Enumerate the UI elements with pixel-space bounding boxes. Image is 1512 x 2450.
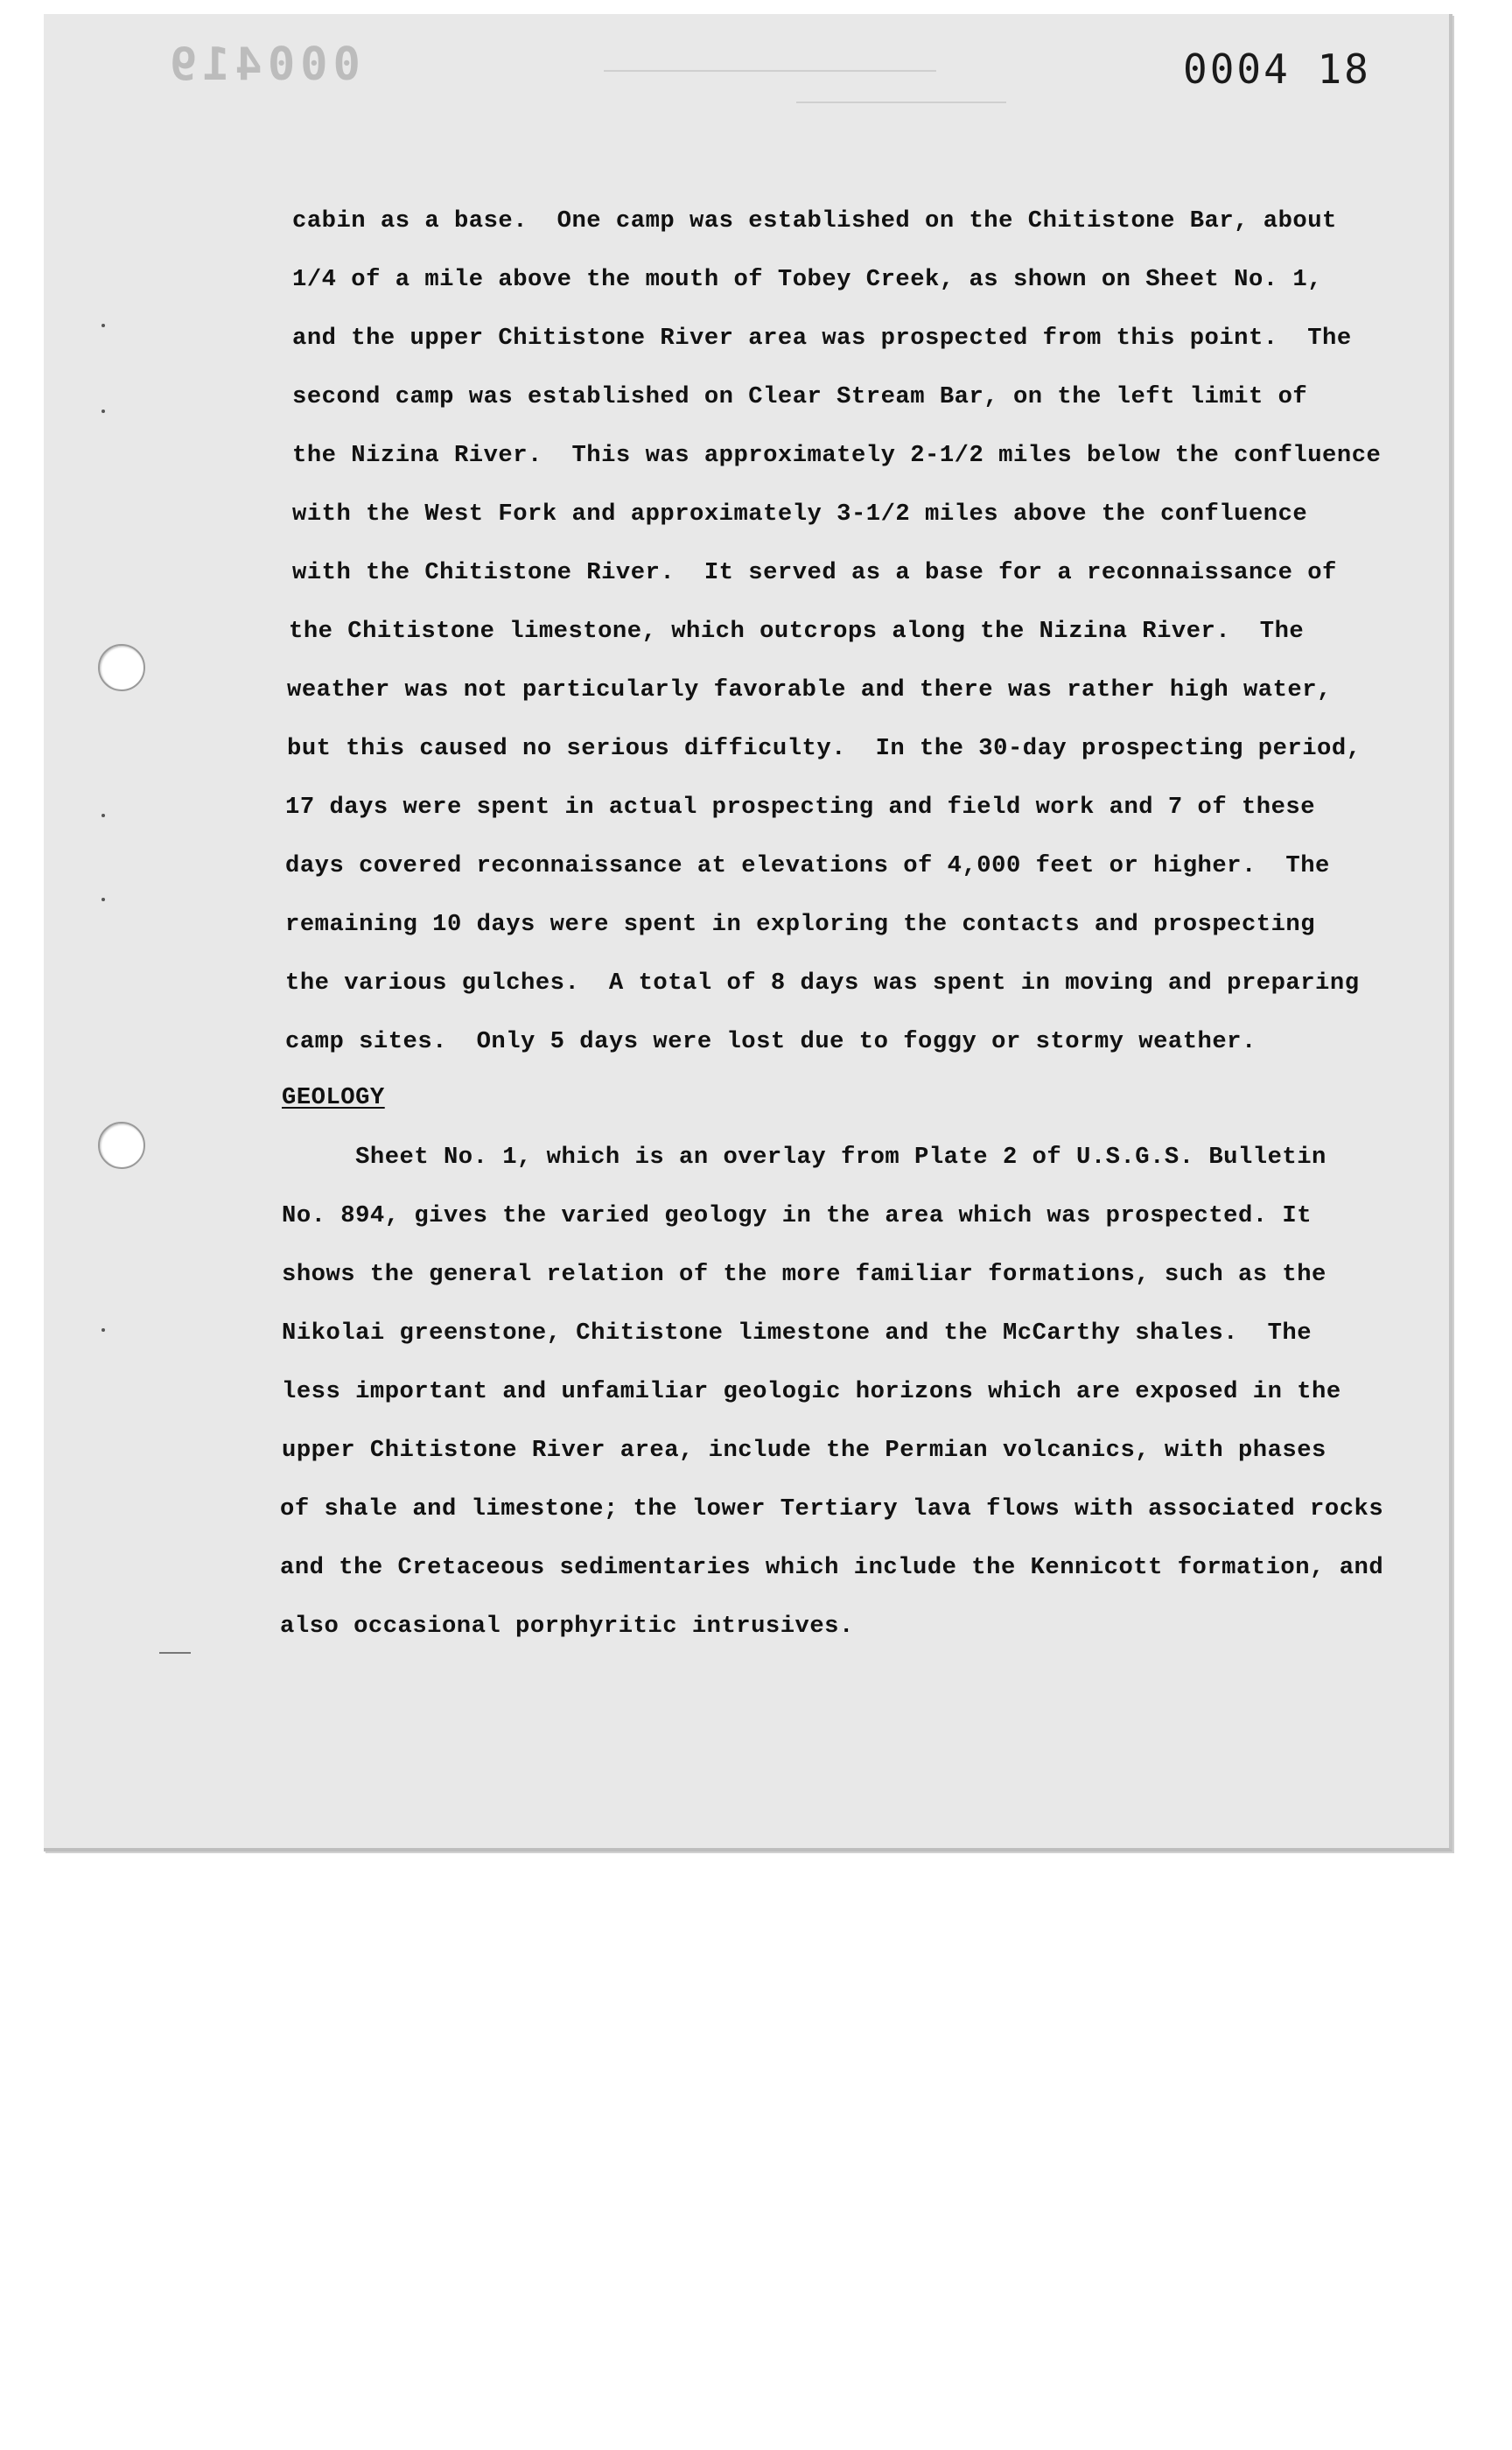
body-line: with the Chitistone River. It served as a base for a reconnaissance of <box>292 559 1337 586</box>
geology-line: less important and unfamiliar geologic horizons which are exposed in the <box>282 1378 1341 1405</box>
body-line: camp sites. Only 5 days were lost due to foggy or stormy weather. <box>285 1028 1256 1055</box>
page-number: 0004 18 <box>1183 46 1371 93</box>
geology-line: No. 894, gives the varied geology in the area which was prospected. It <box>282 1202 1312 1229</box>
document-page <box>44 14 1452 1852</box>
paper-speck <box>102 324 105 327</box>
faint-bleed-through-line <box>604 70 936 72</box>
body-line: remaining 10 days were spent in exploring the contacts and prospecting <box>285 911 1316 938</box>
body-line: the Chitistone limestone, which outcrops along the Nizina River. The <box>289 618 1305 645</box>
body-line: second camp was established on Clear Stream Bar, on the left limit of <box>292 383 1308 410</box>
paper-speck <box>102 898 105 901</box>
section-heading-geology: GEOLOGY <box>282 1084 385 1111</box>
geology-line: Sheet No. 1, which is an overlay from Plate 2 of U.S.G.S. Bulletin <box>282 1144 1326 1171</box>
geology-line: of shale and limestone; the lower Tertiary lava flows with associated rocks <box>280 1495 1384 1522</box>
body-line: with the West Fork and approximately 3-1/2 miles above the confluence <box>292 500 1308 528</box>
geology-line: upper Chitistone River area, include the Permian volcanics, with phases <box>282 1437 1326 1464</box>
body-line: 17 days were spent in actual prospecting and field work and 7 of these <box>285 794 1316 821</box>
geology-line: and the Cretaceous sedimentaries which include the Kennicott formation, and <box>280 1554 1384 1581</box>
punch-hole-bottom <box>98 1122 145 1169</box>
body-line: days covered reconnaissance at elevations of 4,000 feet or higher. The <box>285 852 1330 879</box>
body-line: weather was not particularly favorable and there was rather high water, <box>287 676 1332 704</box>
geology-line: Nikolai greenstone, Chitistone limestone and the McCarthy shales. The <box>282 1320 1312 1347</box>
punch-hole-top <box>98 644 145 691</box>
body-line: but this caused no serious difficulty. In the 30-day prospecting period, <box>287 735 1362 762</box>
faint-bleed-through-line <box>796 102 1006 103</box>
geology-line: shows the general relation of the more familiar formations, such as the <box>282 1261 1326 1288</box>
paper-speck <box>102 1328 105 1332</box>
paper-speck <box>102 410 105 413</box>
body-line: cabin as a base. One camp was established on the Chitistone Bar, about <box>292 207 1337 234</box>
faded-page-stamp: 000419 <box>164 38 360 91</box>
paper-speck <box>102 814 105 817</box>
body-line: 1/4 of a mile above the mouth of Tobey Creek, as shown on Sheet No. 1, <box>292 266 1323 293</box>
body-line: the various gulches. A total of 8 days was spent in moving and preparing <box>285 970 1360 997</box>
margin-dash-mark <box>159 1652 191 1654</box>
geology-line: also occasional porphyritic intrusives. <box>280 1613 854 1640</box>
body-line: the Nizina River. This was approximately 2-1/2 miles below the confluence <box>292 442 1382 469</box>
body-line: and the upper Chitistone River area was prospected from this point. The <box>292 325 1352 352</box>
